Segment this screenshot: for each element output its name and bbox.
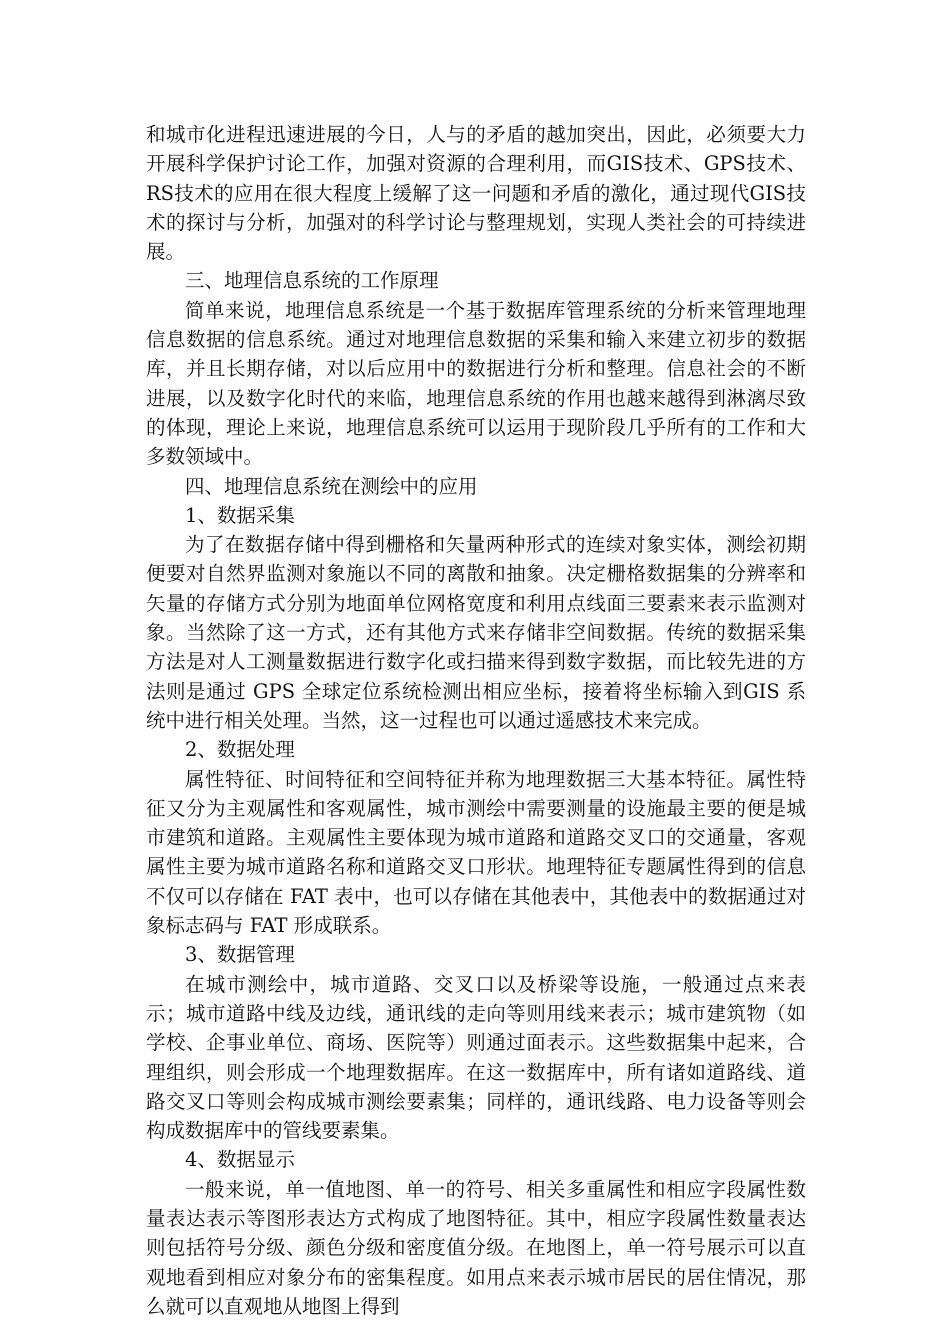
paragraph-data-management: 在城市测绘中，城市道路、交叉口以及桥梁等设施，一般通过点来表示；城市道路中线及边线，通讯线的走向等则用线来表示；城市建筑物（如学校、企事业单位、商场、医院等）则通过面表示。这些数据集中起来，合理组织，则会形成一个地理数据库。在这一数据库中，所有诸如道路线、道路交叉口等则会构成城市测绘要素集；同样的，通讯线路、电力设备等则会构成数据库中的管线要素集。 xyxy=(146,972,806,1143)
paragraph-working-principle: 简单来说，地理信息系统是一个基于数据库管理系统的分析来管理地理信息数据的信息系统。通过对地理信息数据的采集和输入来建立初步的数据库，并且长期存储，对以后应用中的数据进行分析和整理。信息社会的不断进展，以及数字化时代的来临，地理信息系统的作用也越来越得到淋漓尽致的体现，理论上来说，地理信息系统可以运用于现阶段几乎所有的工作和大多数领域中。 xyxy=(146,298,806,469)
subheading-data-display: 4、数据显示 xyxy=(185,1148,295,1172)
document-body xyxy=(146,120,806,1321)
section-heading-applications: 四、地理信息系统在测绘中的应用 xyxy=(185,474,478,498)
paragraph-data-processing: 属性特征、时间特征和空间特征并称为地理数据三大基本特征。属性特征又分为主观属性和客观属性，城市测绘中需要测量的设施最主要的便是城市建筑和道路。主观属性主要体现为城市道路和道路交叉口的交通量，客观属性主要为城市道路名称和道路交叉口形状。地理特征专题属性得到的信息不仅可以存储在 FAT 表中，也可以存储在其他表中，其他表中的数据通过对象标志码与 FAT 形成联系。 xyxy=(146,767,806,938)
paragraph-intro-continuation: 和城市化进程迅速进展的今日，人与的矛盾的越加突出，因此，必须要大力开展科学保护讨论工作，加强对资源的合理利用，而GIS技术、GPS技术、RS技术的应用在很大程度上缓解了这一问题和矛盾的激化，通过现代GIS技术的探讨与分析，加强对的科学讨论与整理规划，实现人类社会的可持续进展。 xyxy=(146,123,806,264)
paragraph-data-display: 一般来说，单一值地图、单一的符号、相关多重属性和相应字段属性数量表达表示等图形表达方式构成了地图特征。其中，相应字段属性数量表达则包括符号分级、颜色分级和密度值分级。在地图上，单一符号展示可以直观地看到相应对象分布的密集程度。如用点来表示城市居民的居住情况，那么就可以直观地从地图上得到 xyxy=(146,1177,806,1318)
section-heading-working-principle: 三、地理信息系统的工作原理 xyxy=(185,269,439,293)
paragraph-data-collection: 为了在数据存储中得到栅格和矢量两种形式的连续对象实体，测绘初期便要对自然界监测对象施以不同的离散和抽象。决定栅格数据集的分辨率和矢量的存储方式分别为地面单位网格宽度和利用点线面三要素来表示监测对象。当然除了这一方式，还有其他方式来存储非空间数据。传统的数据采集方法是对人工测量数据进行数字化或扫描来得到数字数据，而比较先进的方法则是通过 GPS 全球定位系统检测出相应坐标，接着将坐标输入到GIS 系统中进行相关处理。当然，这一过程也可以通过遥感技术来完成。 xyxy=(146,533,806,732)
subheading-data-collection: 1、数据采集 xyxy=(185,503,295,527)
subheading-data-processing: 2、数据处理 xyxy=(185,738,295,762)
subheading-data-management: 3、数据管理 xyxy=(185,943,295,967)
